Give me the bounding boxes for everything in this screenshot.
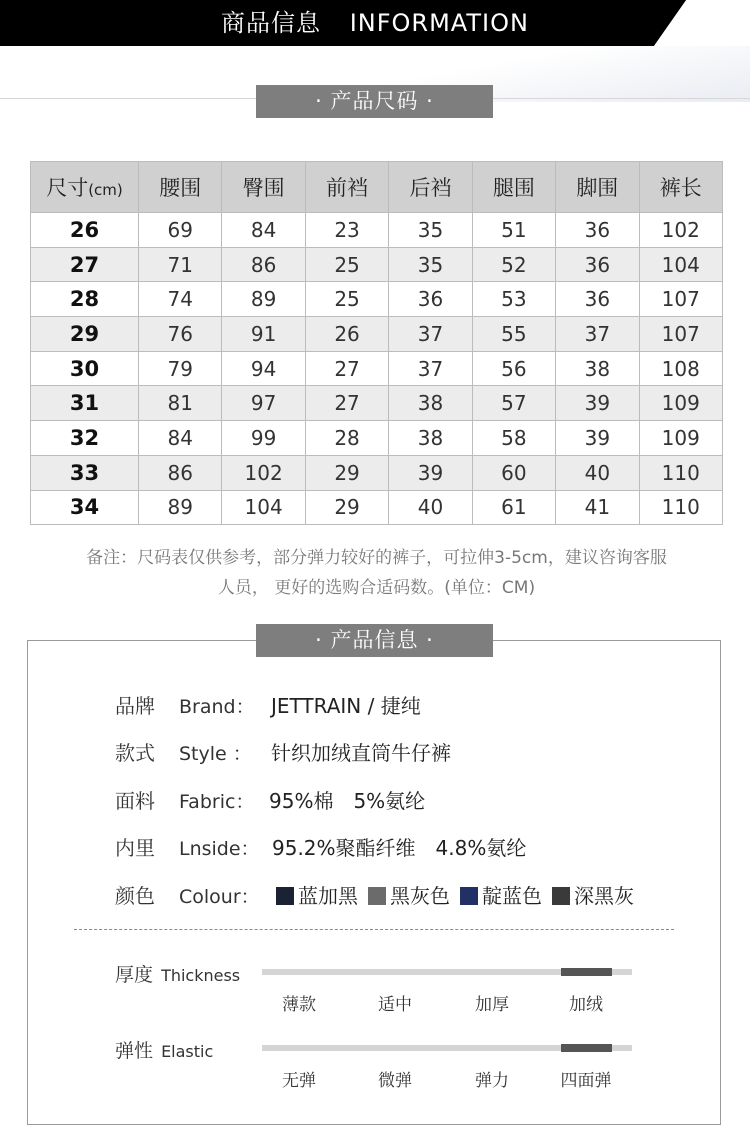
table-cell: 41 <box>556 490 639 525</box>
table-cell: 53 <box>472 282 555 317</box>
lining-value: 95.2%聚酯纤维 4.8%氨纶 <box>272 836 527 860</box>
table-cell: 37 <box>389 317 472 352</box>
size-cell: 29 <box>31 317 139 352</box>
table-cell: 25 <box>305 282 388 317</box>
table-cell: 91 <box>222 317 305 352</box>
waist-column-header: 腰围 <box>139 162 222 213</box>
table-cell: 74 <box>139 282 222 317</box>
table-cell: 39 <box>556 421 639 456</box>
header-title-en: INFORMATION <box>349 9 529 37</box>
table-cell: 109 <box>639 386 722 421</box>
table-cell: 60 <box>472 455 555 490</box>
table-row <box>31 386 723 421</box>
table-cell: 37 <box>556 317 639 352</box>
elastic-option: 微弹 <box>378 1071 412 1091</box>
table-row <box>31 490 723 525</box>
colour-option: 深黑灰 <box>574 884 634 908</box>
table-cell: 86 <box>222 247 305 282</box>
colour-option: 靛蓝色 <box>482 884 542 908</box>
size-cell: 26 <box>31 213 139 248</box>
table-cell: 52 <box>472 247 555 282</box>
length-column-header: 裤长 <box>639 162 722 213</box>
thickness-label-en: Thickness <box>161 966 241 985</box>
elastic-option: 四面弹 <box>560 1071 612 1091</box>
table-cell: 109 <box>639 421 722 456</box>
fabric-label-en: Fabric： <box>179 791 255 813</box>
table-cell: 38 <box>389 386 472 421</box>
table-cell: 84 <box>222 213 305 248</box>
thickness-option: 薄款 <box>282 995 316 1015</box>
front-rise-column-header: 前裆 <box>305 162 388 213</box>
table-cell: 71 <box>139 247 222 282</box>
colour-option: 蓝加黑 <box>298 884 358 908</box>
size-cell: 34 <box>31 490 139 525</box>
header-bar <box>0 0 750 46</box>
size-note-line-1: 备注：尺码表仅供参考，部分弹力较好的裤子，可拉伸3-5cm，建议咨询客服 <box>86 548 667 568</box>
table-cell: 36 <box>556 247 639 282</box>
brand-value: JETTRAIN / 捷纯 <box>271 694 421 718</box>
table-cell: 76 <box>139 317 222 352</box>
table-cell: 89 <box>139 490 222 525</box>
table-cell: 39 <box>389 455 472 490</box>
table-cell: 110 <box>639 455 722 490</box>
colour-row <box>115 880 644 909</box>
lining-row <box>115 832 526 861</box>
table-cell: 38 <box>389 421 472 456</box>
thickness-label <box>115 960 240 987</box>
thickness-scale-indicator <box>561 968 612 976</box>
style-row <box>115 737 451 766</box>
table-cell: 35 <box>389 213 472 248</box>
brand-label-zh: 品牌 <box>115 694 155 718</box>
table-cell: 79 <box>139 351 222 386</box>
table-row <box>31 213 723 248</box>
thickness-option: 适中 <box>378 995 412 1015</box>
table-row <box>31 317 723 352</box>
elastic-label-en: Elastic <box>161 1042 214 1061</box>
colour-swatch-icon <box>552 887 570 905</box>
fabric-value: 95%棉 5%氨纶 <box>269 789 426 813</box>
colour-swatch-icon <box>276 887 294 905</box>
table-cell: 110 <box>639 490 722 525</box>
table-cell: 108 <box>639 351 722 386</box>
table-cell: 36 <box>389 282 472 317</box>
table-cell: 40 <box>556 455 639 490</box>
table-cell: 40 <box>389 490 472 525</box>
table-row <box>31 247 723 282</box>
elastic-scale-indicator <box>561 1044 612 1052</box>
thigh-column-header: 腿围 <box>472 162 555 213</box>
table-cell: 29 <box>305 490 388 525</box>
fabric-row <box>115 785 425 814</box>
table-cell: 58 <box>472 421 555 456</box>
style-value: 针织加绒直筒牛仔裤 <box>271 741 451 765</box>
table-cell: 36 <box>556 282 639 317</box>
elastic-label-zh: 弹性 <box>115 1040 154 1062</box>
size-section-banner: · 产品尺码 · <box>256 85 493 118</box>
table-cell: 28 <box>305 421 388 456</box>
table-cell: 23 <box>305 213 388 248</box>
table-row <box>31 455 723 490</box>
back-rise-column-header: 后裆 <box>389 162 472 213</box>
lining-label-en: Lnside： <box>179 838 260 860</box>
table-cell: 84 <box>139 421 222 456</box>
brand-row <box>115 690 421 719</box>
thickness-scale-track <box>262 969 632 975</box>
elastic-option: 弹力 <box>475 1071 509 1091</box>
colour-label-en: Colour： <box>179 886 260 908</box>
table-row <box>31 282 723 317</box>
size-note-line-2: 人员， 更好的选购合适码数。(单位：CM) <box>217 578 536 598</box>
table-cell: 104 <box>222 490 305 525</box>
table-cell: 25 <box>305 247 388 282</box>
table-cell: 61 <box>472 490 555 525</box>
table-cell: 94 <box>222 351 305 386</box>
size-note <box>30 543 723 603</box>
colour-swatch-icon <box>368 887 386 905</box>
leg-opening-column-header: 脚围 <box>556 162 639 213</box>
table-cell: 107 <box>639 317 722 352</box>
thickness-option: 加绒 <box>569 995 603 1015</box>
table-row <box>31 351 723 386</box>
table-cell: 104 <box>639 247 722 282</box>
table-cell: 37 <box>389 351 472 386</box>
table-row <box>31 421 723 456</box>
table-cell: 81 <box>139 386 222 421</box>
table-cell: 86 <box>139 455 222 490</box>
size-cell: 32 <box>31 421 139 456</box>
header-title-zh: 商品信息 <box>221 9 322 37</box>
colour-swatch-icon <box>460 887 478 905</box>
colour-option: 黑灰色 <box>390 884 450 908</box>
size-cell: 33 <box>31 455 139 490</box>
table-cell: 36 <box>556 213 639 248</box>
thickness-label-zh: 厚度 <box>115 964 154 986</box>
table-cell: 69 <box>139 213 222 248</box>
table-cell: 38 <box>556 351 639 386</box>
size-cell: 27 <box>31 247 139 282</box>
size-cell: 30 <box>31 351 139 386</box>
size-cell: 28 <box>31 282 139 317</box>
table-cell: 57 <box>472 386 555 421</box>
table-cell: 107 <box>639 282 722 317</box>
table-cell: 89 <box>222 282 305 317</box>
size-table <box>30 161 723 525</box>
table-cell: 29 <box>305 455 388 490</box>
table-cell: 51 <box>472 213 555 248</box>
elastic-option: 无弹 <box>282 1071 316 1091</box>
table-cell: 27 <box>305 351 388 386</box>
table-cell: 99 <box>222 421 305 456</box>
fabric-label-zh: 面料 <box>115 789 155 813</box>
style-label-zh: 款式 <box>115 741 155 765</box>
hip-column-header: 臀围 <box>222 162 305 213</box>
table-cell: 55 <box>472 317 555 352</box>
style-label-en: Style ： <box>179 743 252 765</box>
size-column-header: 尺寸(cm) <box>31 162 139 213</box>
size-cell: 31 <box>31 386 139 421</box>
table-cell: 56 <box>472 351 555 386</box>
brand-label-en: Brand： <box>179 696 255 718</box>
table-cell: 35 <box>389 247 472 282</box>
table-cell: 102 <box>639 213 722 248</box>
header-title <box>0 0 750 46</box>
elastic-scale-track <box>262 1045 632 1051</box>
colour-label-zh: 颜色 <box>115 884 155 908</box>
table-cell: 39 <box>556 386 639 421</box>
table-cell: 27 <box>305 386 388 421</box>
lining-label-zh: 内里 <box>115 836 155 860</box>
thickness-option: 加厚 <box>475 995 509 1015</box>
table-cell: 26 <box>305 317 388 352</box>
table-cell: 97 <box>222 386 305 421</box>
elastic-label <box>115 1036 213 1063</box>
info-divider <box>74 929 674 930</box>
table-cell: 102 <box>222 455 305 490</box>
info-section-banner: · 产品信息 · <box>256 624 493 657</box>
size-table-header-row <box>31 162 723 213</box>
